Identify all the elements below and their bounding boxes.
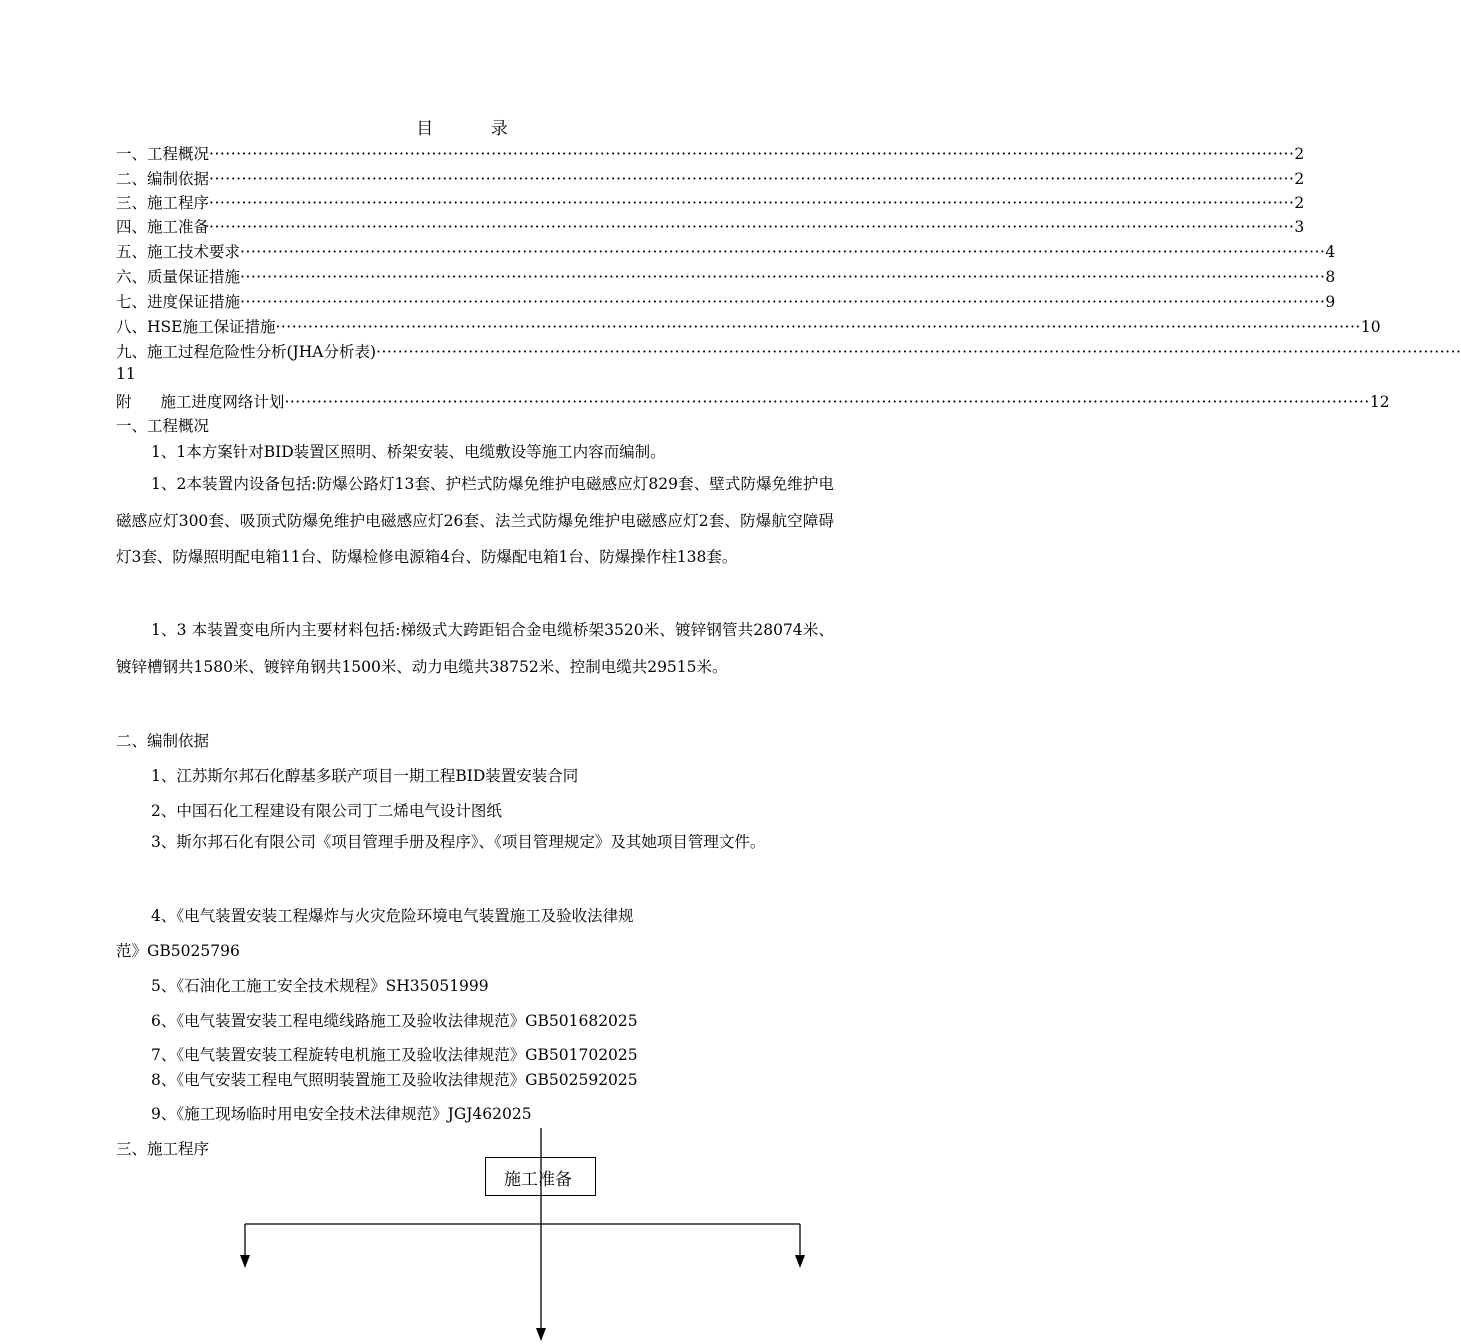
toc-item-page: 11 [116,365,136,383]
toc-item-label: 附 施工进度网络计划 [116,393,285,411]
reference-item: 5、《石油化工施工安全技术规程》SH35051999 [151,977,489,995]
toc-leader-dots: ········································································································································································································ [209,194,1295,212]
reference-item: 6、《电气装置安装工程电缆线路施工及验收法律规范》GB501682025 [151,1012,638,1030]
toc-leader-dots: ········································································································································································································ [376,343,1461,361]
reference-item: 1、江苏斯尔邦石化醇基多联产项目一期工程BID装置安装合同 [151,767,579,785]
reference-item: 4、《电气装置安装工程爆炸与火灾危险环境电气装置施工及验收法律规 [151,907,634,925]
toc-item-page: 12 [1369,393,1390,411]
toc-leader-dots: ········································································································································································································ [240,293,1326,311]
toc-leader-dots: ········································································································································································································ [284,393,1370,411]
toc-item-page: 3 [1294,218,1305,236]
toc-leader-dots: ········································································································································································································ [209,170,1295,188]
toc-item-page: 9 [1325,293,1336,311]
reference-item: 9、《施工现场临时用电安全技术法律规范》JGJ462025 [151,1105,532,1123]
toc-item-page: 2 [1294,145,1305,163]
reference-item: 8、《电气安装工程电气照明装置施工及验收法律规范》GB502592025 [151,1071,638,1089]
paragraph-1-3: 1、3 本装置变电所内主要材料包括:梯级式大跨距铝合金电缆桥架3520米、镀锌钢管共28074米、镀锌槽钢共1580米、镀锌角钢共1500米、动力电缆共38752米、控制电缆共29515米。 [116,621,834,676]
toc-item-page: 4 [1325,243,1336,261]
toc-item-label: 八、HSE施工保证措施 [116,318,276,336]
toc-title: 目 录 [416,119,534,139]
reference-item: 2、中国石化工程建设有限公司丁二烯电气设计图纸 [151,802,502,820]
section-heading-overview: 一、工程概况 [116,417,210,435]
toc-leader-dots: ········································································································································································································ [209,145,1295,163]
reference-item-continuation: 范》GB5025796 [116,942,240,960]
toc-item-page: 10 [1360,318,1381,336]
paragraph-1-1: 1、1本方案针对BID装置区照明、桥架安装、电缆敷设等施工内容而编制。 [151,443,666,461]
toc-leader-dots: ········································································································································································································ [209,218,1295,236]
toc-item-page: 8 [1325,268,1336,286]
toc-item-label: 六、质量保证措施 [116,268,241,286]
toc-item-label: 一、工程概况 [116,145,210,163]
toc-item-label: 九、施工过程危险性分析(JHA分析表) [116,343,377,361]
section-heading-basis: 二、编制依据 [116,732,210,750]
toc-item-label: 四、施工准备 [116,218,210,236]
reference-item: 3、斯尔邦石化有限公司《项目管理手册及程序》、《项目管理规定》及其她项目管理文件。 [151,833,766,851]
toc-leader-dots: ········································································································································································································ [240,243,1326,261]
reference-item: 7、《电气装置安装工程旋转电机施工及验收法律规范》GB501702025 [151,1046,638,1064]
toc-item-page: 2 [1294,170,1305,188]
section-heading-procedure: 三、施工程序 [116,1140,210,1158]
toc-item-label: 七、进度保证措施 [116,293,241,311]
toc-item-page: 2 [1294,194,1305,212]
toc-leader-dots: ········································································································································································································ [240,268,1326,286]
toc-item-label: 三、施工程序 [116,194,210,212]
toc-item-label: 五、施工技术要求 [116,243,241,261]
flow-box-preparation: 施工准备 [485,1157,596,1196]
toc-leader-dots: ········································································································································································································ [275,318,1361,336]
toc-item-label: 二、编制依据 [116,170,210,188]
paragraph-1-2: 1、2本装置内设备包括:防爆公路灯13套、护栏式防爆免维护电磁感应灯829套、壁式防爆免维护电磁感应灯300套、吸顶式防爆免维护电磁感应灯26套、法兰式防爆免维护电磁感应灯2套、防爆航空障碍灯3套、防爆照明配电箱11台、防爆检修电源箱4台、防爆配电箱1台、防爆操作柱138套。 [116,475,834,566]
